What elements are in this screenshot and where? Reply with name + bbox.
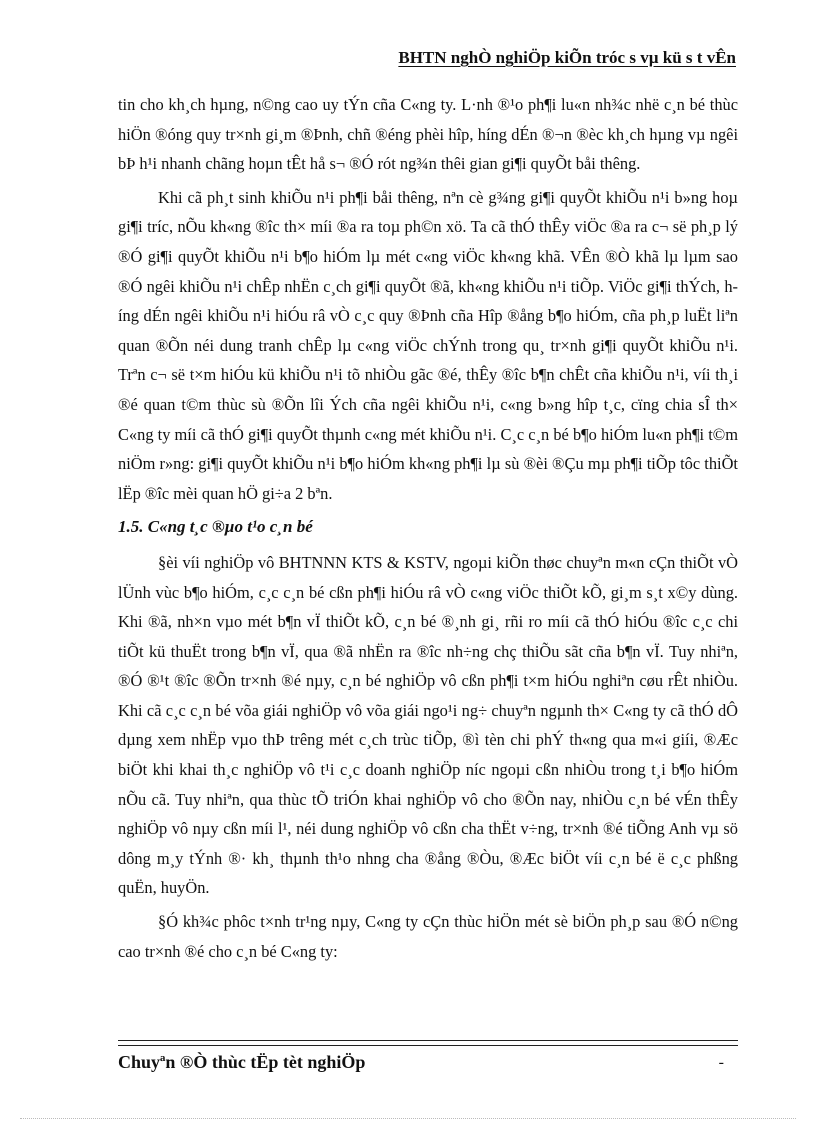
page-edge-dotted-line <box>20 1118 796 1119</box>
paragraph-2: Khi cã ph¸t sinh khiÕu n¹i ph¶i båi thêng, nªn cè g¾ng gi¶i quyÕt khiÕu n¹i b»ng hoµ gi¶i tríc, nÕu kh«ng ®îc th× míi ®a ra toµ ph©n xö. Ta cã thÓ thÊy viÖc ®a ra c¬ së ph¸p lý ®Ó gi¶i quyÕt khiÕu n¹i b¶o hiÓm lµ mét c«ng viÖc kh«ng khã. VÊn ®Ò khã lµ lµm sao ®Ó ngêi khiÕu n¹i chÊp nhËn c¸ch gi¶i quyÕt ®ã, kh«ng khiÕu n¹i tiÕp. ViÖc gi¶i thÝch, híng dÉn ngêi khiÕu n¹i hiÓu râ vÒ c¸c quy ®Þnh cña Hîp ®ång b¶o hiÓm, cña ph¸p luËt liªn quan ®Õn néi dung tranh chÊp lµ c«ng viÖc chÝnh trong qu¸ tr×nh gi¶i quyÕt khiÕu n¹i. Trªn c¬ së t×m hiÓu kü khiÕu n¹i tõ nhiÒu gãc ®é, thÊy ®îc b¶n chÊt cña khiÕu n¹i, víi th¸i ®é quan t©m thùc sù ®Õn lîi Ých cña ngêi khiÕu n¹i, c«ng b»ng hîp t¸c, cïng chia sÎ th× C«ng ty míi cã thÓ gi¶i quyÕt thµnh c«ng mét khiÕu n¹i. C¸c c¸n bé b¶o hiÓm lu«n ph¶i t©m niÖm r»ng: gi¶i quyÕt khiÕu n¹i b¶o hiÓm kh«ng ph¶i lµ sù ®èi ®Çu mµ ph¶i tiÕp tôc thiÕt lËp ®îc mèi quan hÖ gi÷a 2 bªn. <box>118 187 738 503</box>
section-heading: 1.5. C«ng t¸c ®µo t¹o c¸n bé <box>118 517 313 537</box>
body-text <box>118 90 738 970</box>
running-header: BHTN nghÒ nghiÖp kiÕn tróc s vµ kü s t vÊn <box>398 48 736 67</box>
paragraph-4: §Ó kh¾c phôc t×nh tr¹ng nµy, C«ng ty cÇn thùc hiÖn mét sè biÖn ph¸p sau ®Ó n©ng cao tr×nh ®é cho c¸n bé C«ng ty: <box>118 912 738 961</box>
page-mark: - <box>718 1054 724 1071</box>
footer-rule-top <box>118 1040 738 1041</box>
paragraph-3: §èi víi nghiÖp vô BHTNNN KTS & KSTV, ngoµi kiÕn thøc chuyªn m«n cÇn thiÕt vÒ lÜnh vùc b¶o hiÓm, c¸c c¸n bé cßn ph¶i hiÓu râ vÒ c«ng viÖc thiÕt kÕ, gi¸m s¸t x©y dùng. Khi ®ã, nh×n vµo mét b¶n vÏ thiÕt kÕ, c¸n bé ®¸nh gi¸ rñi ro míi cã thÓ hiÓu ®îc c¸c chi tiÕt kü thuËt trong b¶n vÏ, qua ®ã nhËn ra ®îc nh÷ng chç thiÕu sãt cña b¶n vÏ. Tuy nhiªn, ®Ó ®¹t ®îc ®Õn tr×nh ®é nµy, c¸n bé nghiÖp vô cßn ph¶i t×m hiÓu nghiªn cøu rÊt nhiÒu. Khi cã c¸c c¸n bé võa giái nghiÖp vô võa giái ngo¹i ng÷ chuyªn ngµnh th× C«ng ty cã thÓ dÔ dµng xem nhËp vµo thÞ trêng mét c¸ch trùc tiÕp, ®ì tèn chi phÝ th«ng qua m«i giíi, ®Æc biÖt khi khai th¸c nghiÖp vô t¹i c¸c doanh nghiÖp níc ngoµi cßn nhiÒu trong t¸i b¶o hiÓm nÕu cã. Tuy nhiªn, qua thùc tÕ triÓn khai nghiÖp vô cho ®Õn nay, nhiÒu c¸n bé vÉn thÊy nghiÖp vô nµy cßn míi l¹, néi dung nghiÖp vô cßn cha thËt v÷ng, tr×nh ®é tiÕng Anh vµ sö dông m¸y tÝnh ®· kh¸ thµnh th¹o nhng cha ®ång ®Òu, ®Æc biÖt víi c¸n bé ë c¸c phßng quËn, huyÖn. <box>118 552 738 898</box>
footer-rule-bottom <box>118 1045 738 1046</box>
paragraph-1: tin cho kh¸ch hµng, n©ng cao uy tÝn cña C«ng ty. L·nh ®¹o ph¶i lu«n nh¾c nhë c¸n bé thùc hiÖn ®óng quy tr×nh gi¸m ®Þnh, chñ ®éng phèi hîp, híng dÉn ®¬n ®èc kh¸ch hµng vµ ngêi bÞ h¹i nhanh chãng hoµn tÊt hå s¬ ®Ó rót ng¾n thêi gian gi¶i quyÕt båi thêng. <box>118 95 738 174</box>
footer-title: Chuyªn ®Ò thùc tËp tèt nghiÖp <box>118 1052 366 1072</box>
